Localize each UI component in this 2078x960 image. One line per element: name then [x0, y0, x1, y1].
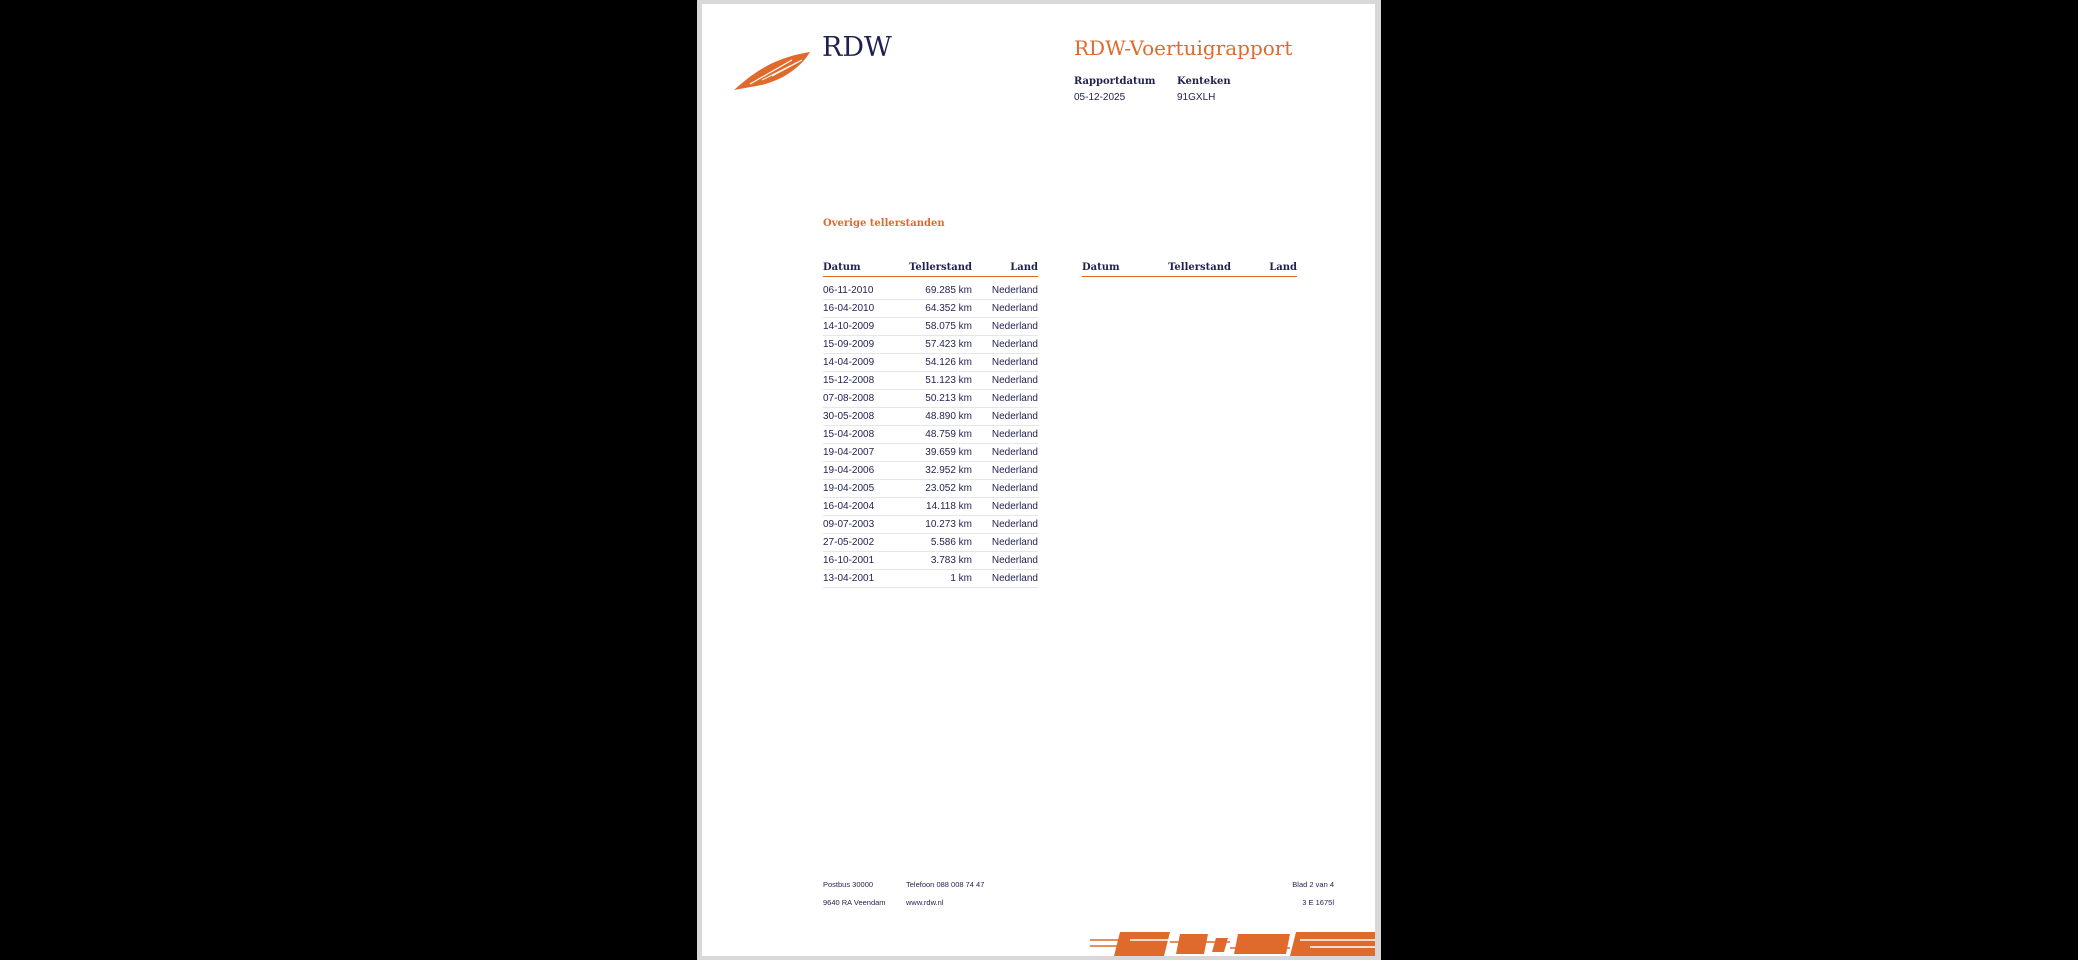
odometer-table-left: [823, 262, 1038, 588]
country-cell: Nederland: [991, 375, 1038, 386]
report-date-value: 05-12-2025: [1074, 92, 1126, 103]
date-cell: 15-09-2009: [823, 339, 875, 350]
table-row: [823, 480, 1038, 498]
odometer-cell: 57.423 km: [925, 339, 972, 350]
table-row: [823, 498, 1038, 516]
table-row: [823, 516, 1038, 534]
footer-phone: Telefoon 088 008 74 47: [906, 880, 985, 889]
column-header-odometer: Tellerstand: [1168, 262, 1231, 273]
table-row: [823, 354, 1038, 372]
country-cell: Nederland: [991, 321, 1038, 332]
odometer-table-right: [1082, 262, 1297, 277]
country-cell: Nederland: [991, 537, 1038, 548]
footer-code: 3 E 1675l: [1302, 898, 1334, 907]
table-row: [823, 534, 1038, 552]
column-header-country: Land: [1010, 262, 1038, 273]
odometer-cell: 1 km: [950, 573, 972, 584]
country-cell: Nederland: [991, 411, 1038, 422]
table-row: [823, 300, 1038, 318]
table-row: [823, 408, 1038, 426]
date-cell: 19-04-2005: [823, 483, 875, 494]
odometer-cell: 3.783 km: [930, 555, 972, 566]
odometer-cell: 51.123 km: [925, 375, 972, 386]
date-cell: 09-07-2003: [823, 519, 875, 530]
date-cell: 16-10-2001: [823, 555, 875, 566]
date-cell: 16-04-2004: [823, 501, 875, 512]
table-row: [823, 318, 1038, 336]
country-cell: Nederland: [991, 393, 1038, 404]
report-date-block: [1074, 76, 1156, 103]
table-row: [823, 426, 1038, 444]
country-cell: Nederland: [991, 573, 1038, 584]
date-cell: 06-11-2010: [823, 285, 874, 296]
date-cell: 27-05-2002: [823, 537, 875, 548]
footer-page-number: Blad 2 van 4: [1292, 880, 1334, 889]
country-cell: Nederland: [991, 303, 1038, 314]
odometer-cell: 39.659 km: [925, 447, 972, 458]
country-cell: Nederland: [991, 483, 1038, 494]
table-row: [823, 444, 1038, 462]
table-row: [823, 462, 1038, 480]
odometer-cell: 69.285 km: [925, 285, 972, 296]
date-cell: 15-12-2008: [823, 375, 875, 386]
report-title: RDW-Voertuigrapport: [1074, 36, 1293, 60]
column-header-date: Datum: [1082, 262, 1120, 273]
country-cell: Nederland: [991, 501, 1038, 512]
document-page: [702, 4, 1375, 956]
column-header-country: Land: [1269, 262, 1297, 273]
odometer-cell: 10.273 km: [925, 519, 972, 530]
table-row: [823, 336, 1038, 354]
table-row: [823, 372, 1038, 390]
table-row: [823, 552, 1038, 570]
odometer-cell: 58.075 km: [925, 321, 972, 332]
odometer-cell: 5.586 km: [930, 537, 972, 548]
odometer-cell: 48.759 km: [925, 429, 972, 440]
odometer-cell: 32.952 km: [925, 465, 972, 476]
country-cell: Nederland: [991, 429, 1038, 440]
country-cell: Nederland: [991, 519, 1038, 530]
footer-address: 9640 RA Veendam: [823, 898, 886, 907]
date-cell: 19-04-2007: [823, 447, 875, 458]
odometer-cell: 48.890 km: [925, 411, 972, 422]
report-date-label: Rapportdatum: [1074, 76, 1156, 87]
country-cell: Nederland: [991, 555, 1038, 566]
footer-postbus: Postbus 30000: [823, 880, 874, 889]
country-cell: Nederland: [991, 357, 1038, 368]
table-row: [823, 390, 1038, 408]
date-cell: 16-04-2010: [823, 303, 875, 314]
odometer-cell: 14.118 km: [926, 501, 972, 512]
odometer-cell: 64.352 km: [925, 303, 972, 314]
table-body: [823, 282, 1038, 588]
date-cell: 30-05-2008: [823, 411, 875, 422]
plate-label: Kenteken: [1177, 76, 1231, 87]
country-cell: Nederland: [991, 447, 1038, 458]
footer-website: www.rdw.nl: [906, 898, 944, 907]
table-row: [823, 282, 1038, 300]
table-header: [1082, 262, 1297, 277]
section-title: Overige tellerstanden: [823, 218, 945, 229]
column-header-date: Datum: [823, 262, 861, 273]
odometer-cell: 50.213 km: [925, 393, 972, 404]
date-cell: 13-04-2001: [823, 573, 875, 584]
date-cell: 14-10-2009: [823, 321, 875, 332]
date-cell: 07-08-2008: [823, 393, 875, 404]
brand-name: RDW: [822, 32, 892, 63]
date-cell: 19-04-2006: [823, 465, 875, 476]
country-cell: Nederland: [991, 465, 1038, 476]
date-cell: 14-04-2009: [823, 357, 875, 368]
rdw-stripes-decoration-icon: [1090, 932, 1375, 956]
table-row: [823, 570, 1038, 588]
rdw-feather-logo-icon: [732, 46, 812, 92]
plate-block: [1177, 76, 1231, 103]
plate-value: 91GXLH: [1177, 92, 1216, 103]
country-cell: Nederland: [991, 339, 1038, 350]
table-header: [823, 262, 1038, 277]
date-cell: 15-04-2008: [823, 429, 875, 440]
country-cell: Nederland: [991, 285, 1038, 296]
odometer-cell: 23.052 km: [925, 483, 972, 494]
column-header-odometer: Tellerstand: [909, 262, 972, 273]
odometer-cell: 54.126 km: [925, 357, 972, 368]
